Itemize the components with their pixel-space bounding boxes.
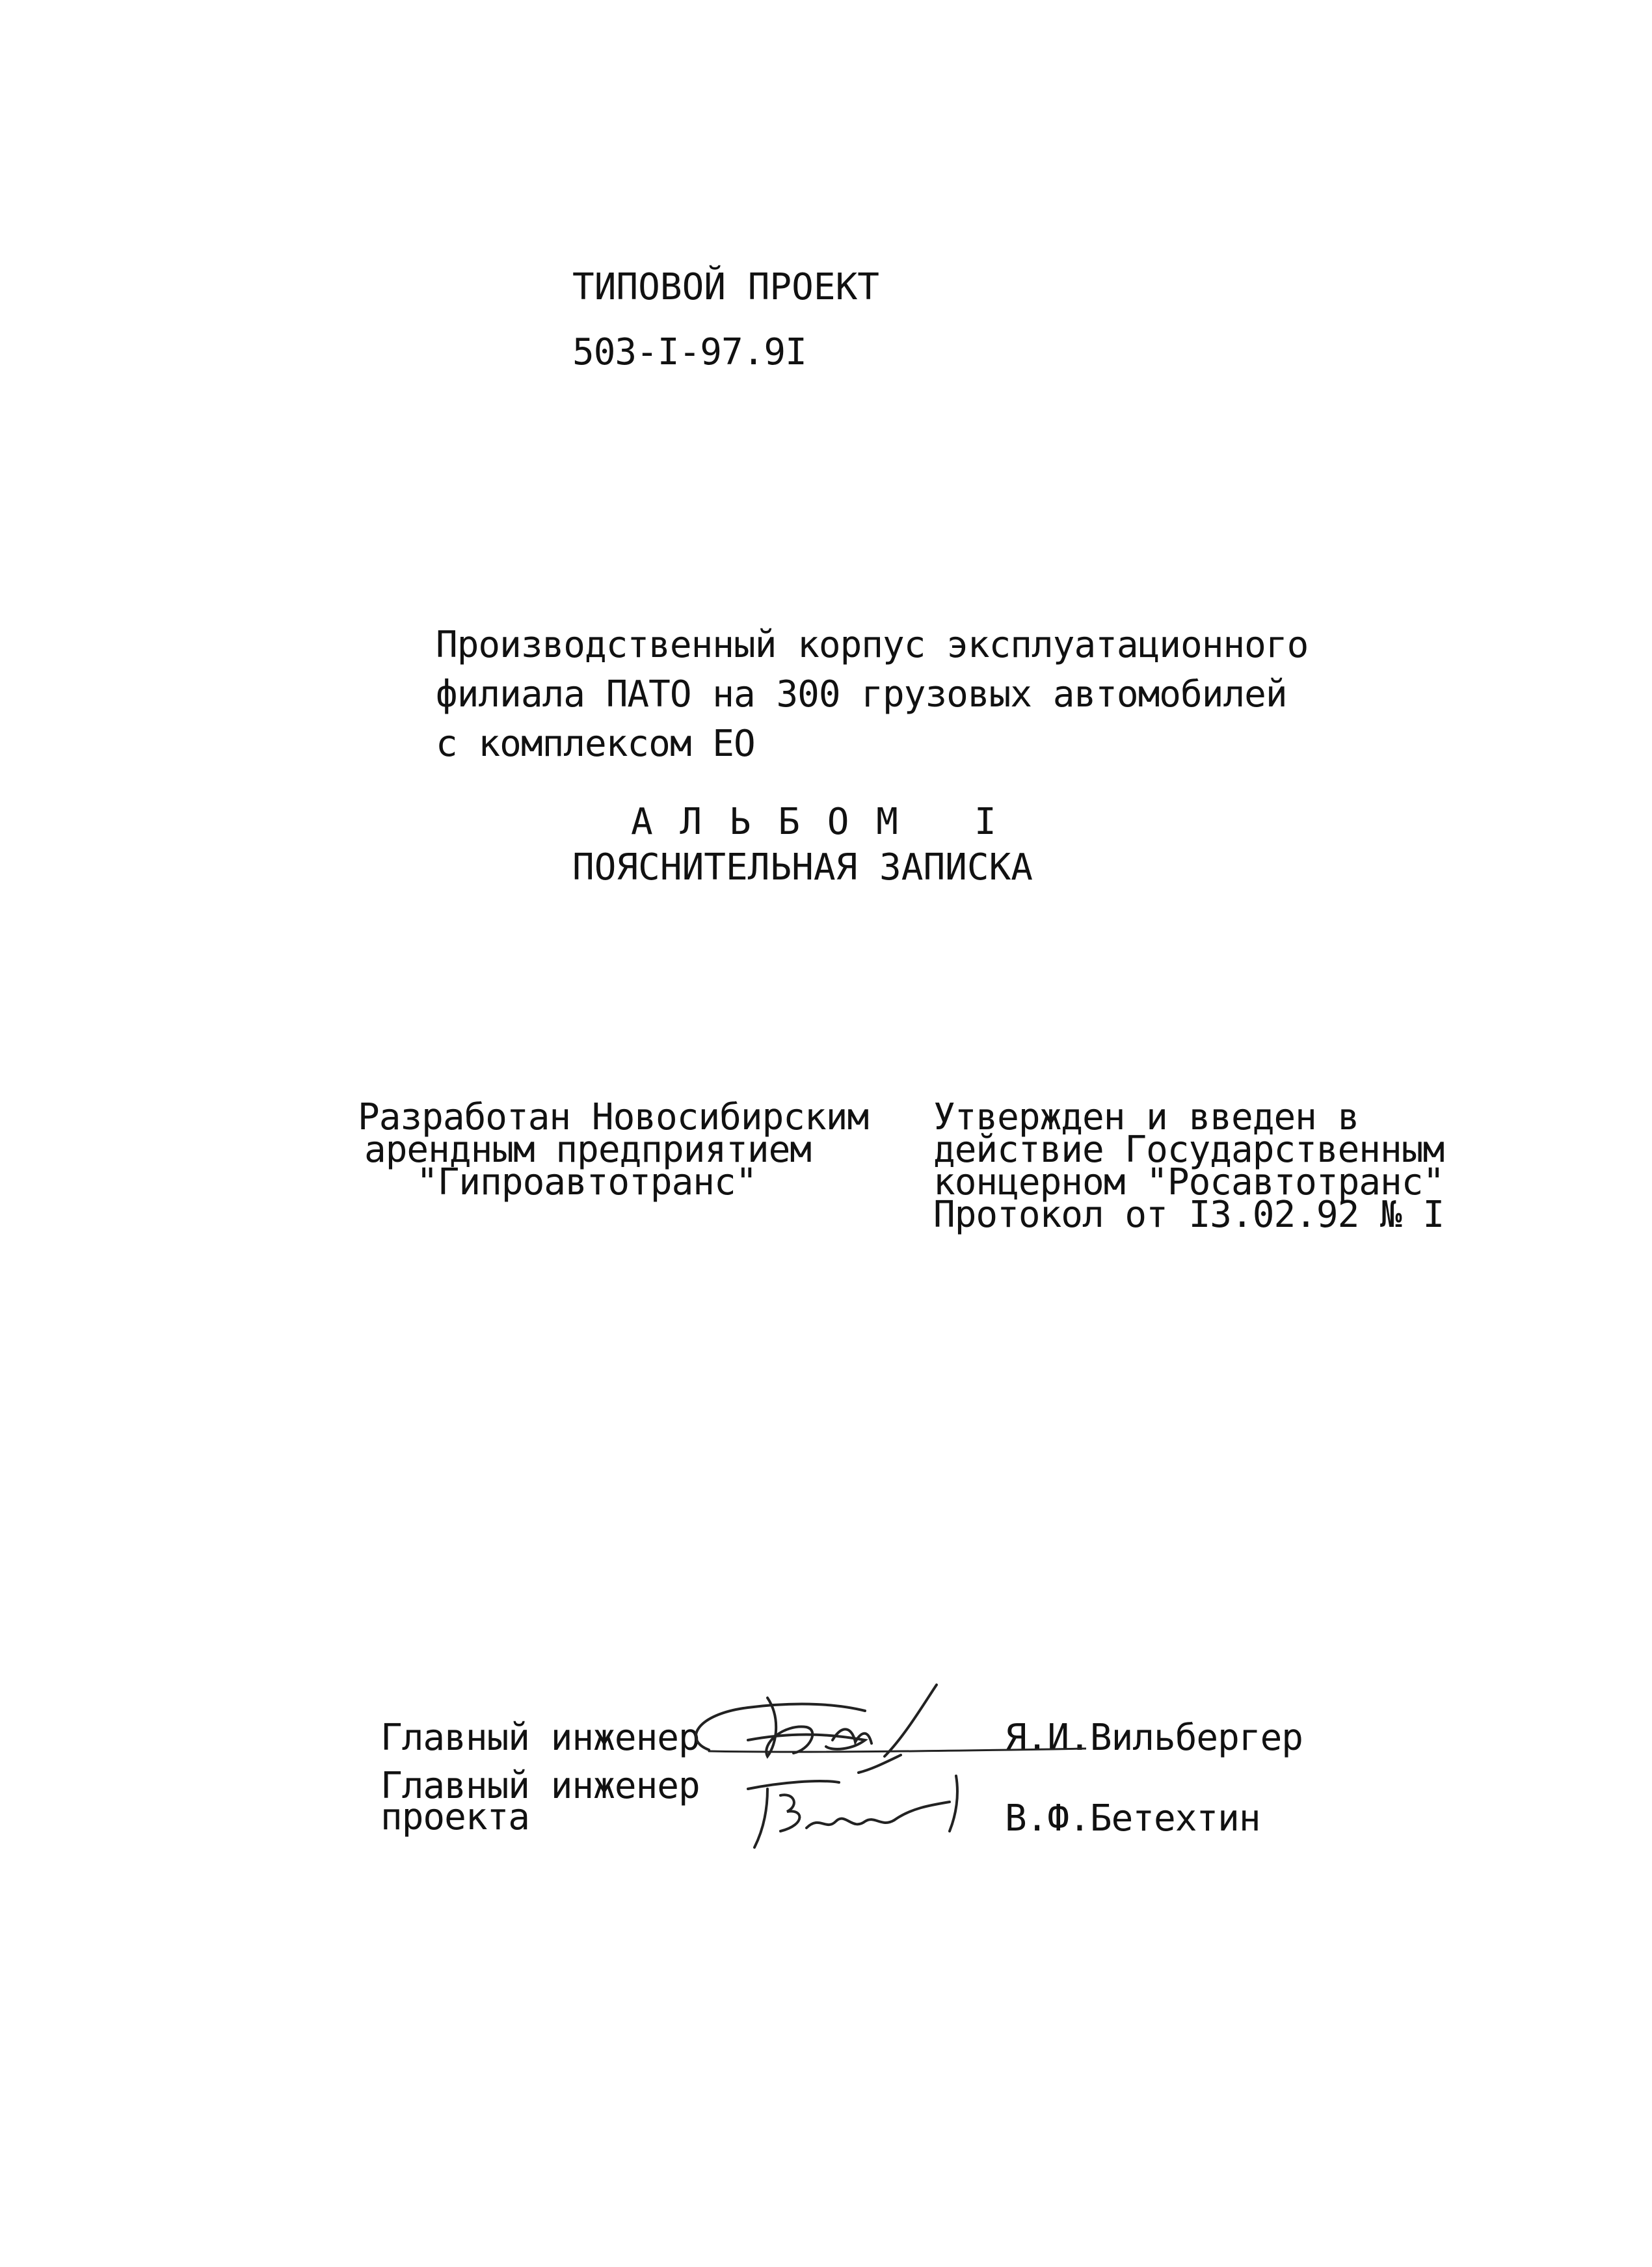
approval-line-2: действие Государственным [933, 1129, 1445, 1171]
approval-line-4: Протокол от I3.02.92 № I [933, 1194, 1445, 1236]
title-line-1: Производственный корпус эксплуатационного [436, 624, 1309, 666]
chief-engineer-label: Главный инженер [380, 1717, 700, 1759]
project-number: 503-I-97.9I [572, 331, 806, 373]
chief-engineer-name: Я.И.Вильбергер [1005, 1717, 1303, 1759]
project-type-label: ТИПОВОЙ ПРОЕКТ [572, 266, 880, 308]
title-line-3: с комплексом ЕО [436, 723, 755, 765]
project-engineer-label-line-2: проекта [380, 1796, 530, 1838]
title-line-2: филиала ПАТО на 300 грузовых автомобилей [436, 673, 1287, 716]
album-number: А Л Ь Б О М I [631, 801, 999, 843]
approval-line-3: концерном "Росавтотранс" [933, 1161, 1445, 1203]
developer-line-3: "Гипроавтотранс" [416, 1161, 757, 1203]
project-engineer-signature [741, 1769, 989, 1854]
developer-line-2: арендным предприятием [364, 1129, 812, 1171]
album-name: ПОЯСНИТЕЛЬНАЯ ЗАПИСКА [572, 846, 1033, 889]
chief-engineer-signature [670, 1678, 1086, 1776]
developer-line-1: Разработан Новосибирским [358, 1096, 869, 1138]
project-engineer-label-line-1: Главный инженер [380, 1765, 700, 1807]
approval-line-1: Утвержден и введен в [933, 1096, 1359, 1138]
project-engineer-name: В.Ф.Бетехтин [1005, 1797, 1260, 1840]
